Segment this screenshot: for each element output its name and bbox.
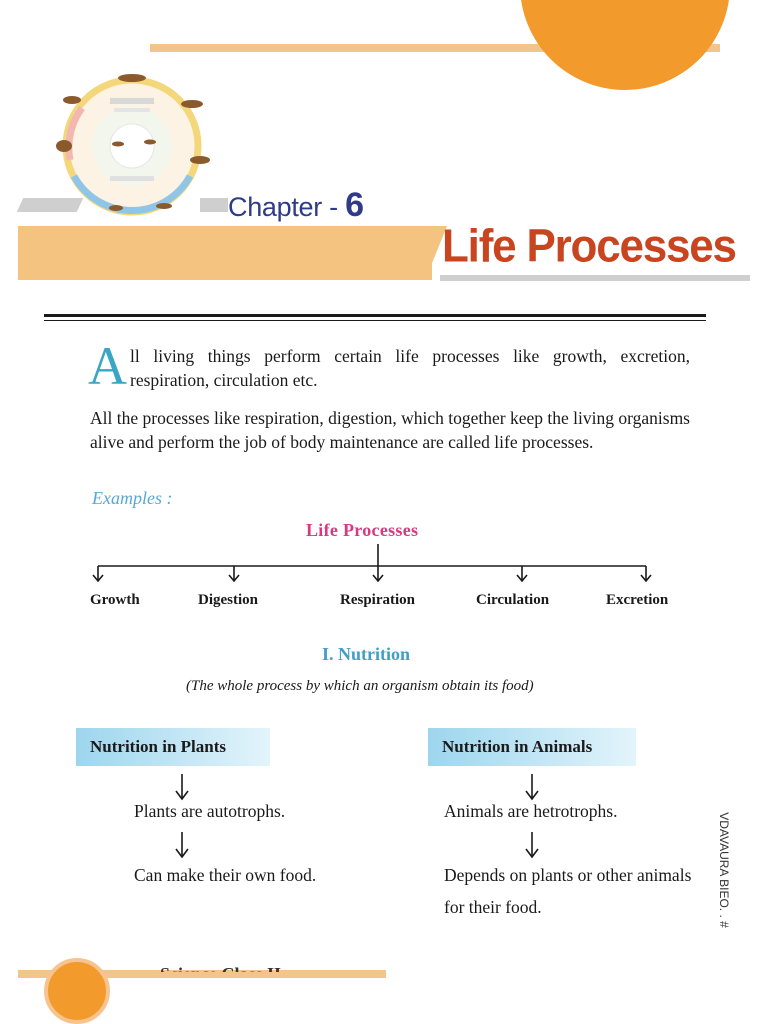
- intro-paragraph: [88, 344, 690, 392]
- tree-branch-digestion: Digestion: [198, 592, 258, 608]
- examples-label: Examples :: [92, 488, 173, 508]
- tree-branch-excretion: Excretion: [606, 592, 669, 608]
- tree-branch-growth: Growth: [90, 592, 140, 608]
- tree-branch-circulation: Circulation: [476, 592, 550, 608]
- title-grey-underline: [440, 275, 750, 281]
- chapter-label: Chapter - 6: [228, 186, 364, 224]
- nutrition-heading: I. Nutrition: [322, 644, 411, 664]
- intro-line-2: respiration, circulation etc.: [130, 370, 318, 390]
- tree-title: Life Processes: [306, 520, 419, 540]
- arrow-down-icon: [522, 772, 542, 802]
- animals-fact-2: Depends on plants or other animals for their food.: [444, 865, 692, 917]
- section-rule-thin: [44, 320, 706, 321]
- chapter-number: 6: [345, 186, 364, 224]
- plants-fact-1: Plants are autotrophs.: [134, 801, 286, 821]
- header-orange-arc: [520, 0, 730, 90]
- nutrition-plants-box: Nutrition in Plants: [76, 728, 270, 766]
- arrow-down-icon: [172, 772, 192, 802]
- animals-fact-1: Animals are hetrotrophs.: [444, 801, 618, 821]
- nutrition-animals-box: Nutrition in Animals: [428, 728, 636, 766]
- tree-connector-lines: [90, 544, 660, 588]
- side-stamp: [712, 808, 736, 932]
- nutrition-definition: (The whole process by which an organism obtain its food): [186, 678, 534, 694]
- definition-paragraph: All the processes like respiration, digestion, which together keep the living organisms alive and perform the job of body maintenance are called life processes.: [90, 408, 690, 452]
- plants-fact-2: Can make their own food.: [134, 865, 317, 885]
- arrow-down-icon: [522, 830, 542, 860]
- side-stamp-text: VDAVAURA BIEO. . #: [717, 812, 731, 928]
- footer-page-circle: [44, 958, 110, 1024]
- tree-branch-respiration: Respiration: [340, 592, 415, 608]
- header-orange-band: [18, 226, 432, 280]
- arrow-down-icon: [172, 830, 192, 860]
- drop-cap: A: [88, 336, 127, 396]
- chapter-title: Life Processes: [442, 220, 736, 273]
- intro-line-1: ll living things perform certain life processes like growth, excretion,: [130, 346, 690, 366]
- mosquito-life-cycle-illustration: [52, 68, 212, 224]
- section-rule-thick: [44, 314, 706, 317]
